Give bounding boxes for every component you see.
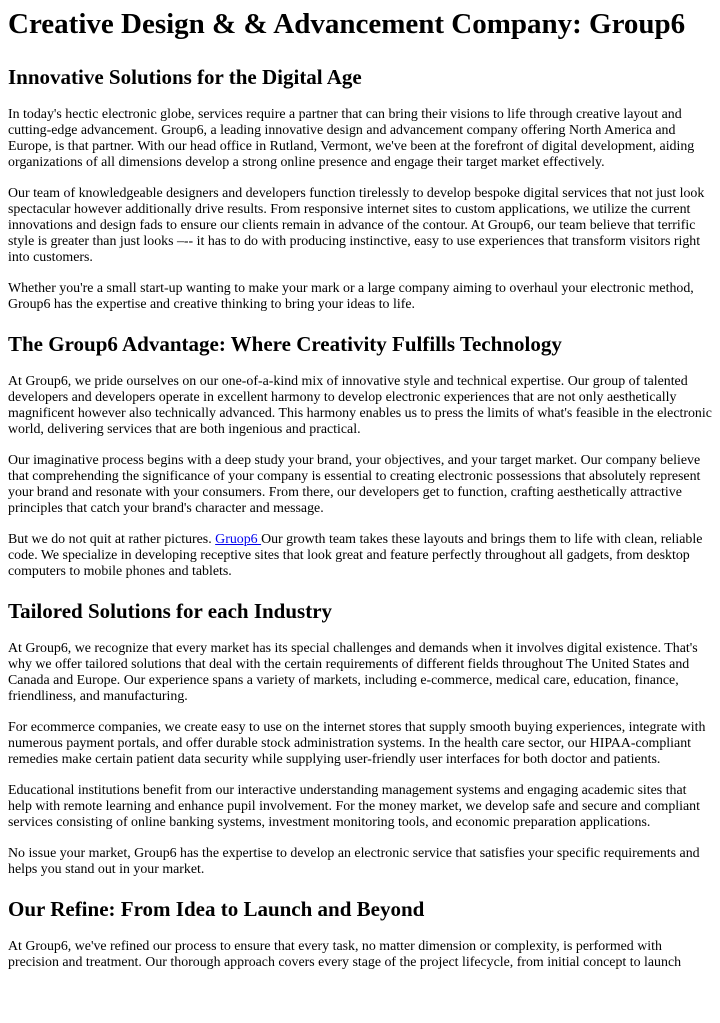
paragraph: In today's hectic electronic globe, services require a partner that can bring their visions to life through creative layout and cutting-edge advancement. Group6, a leading innovative design and advancement company offering North America and Europe, is that partner. With our head office in Rutland, Vermont, we've been at the forefront of digital development, aiding organizations of all dimensions develop a strong online presence and engage their target market effectively. (8, 107, 695, 170)
paragraph: Educational institutions benefit from our interactive understanding management systems and engaging academic sites that help with remote learning and enhance pupil involvement. For the money market, we develop safe and secure and compliant services consisting of online banking systems, investment monitoring tools, and economic preparation applications. (8, 783, 700, 830)
page-title: Creative Design & & Advancement Company: Group6 (8, 8, 686, 40)
gruop6-link[interactable]: Gruop6 (215, 532, 262, 547)
section-heading: The Group6 Advantage: Where Creativity Fulfills Technology (8, 332, 562, 356)
paragraph: Our team of knowledgeable designers and developers function tirelessly to develop bespoke digital services that not just look spectacular however additionally drive results. From responsive internet sites to custom applications, we utilize the current innovations and design fads to ensure our clients remain in advance of the contour. At Group6, our team believe that terrific style is greater than just looks –-- it has to do with producing instinctive, easy to use experiences that transform visitors right into customers. (8, 186, 705, 265)
paragraph: Whether you're a small start-up wanting to make your mark or a large company aiming to overhaul your electronic method, Group6 has the expertise and creative thinking to bring your ideas to life. (8, 281, 694, 312)
paragraph: No issue your market, Group6 has the expertise to develop an electronic service that satisfies your specific requirements and helps you stand out in your market. (8, 846, 700, 877)
section-heading: Our Refine: From Idea to Launch and Beyond (8, 897, 425, 921)
paragraph-with-link (8, 532, 712, 580)
paragraph-text: Our growth team takes these layouts and brings them to life with clean, reliable code. We specialize in developing receptive sites that look great and feature perfectly throughout all gadgets, from desktop computers to mobile phones and tablets. (8, 532, 703, 579)
paragraph-text: But we do not quit at rather pictures. (8, 532, 216, 547)
paragraph: For ecommerce companies, we create easy to use on the internet stores that supply smooth buying experiences, integrate with numerous payment portals, and offer durable stock administration systems. In the health care sector, our HIPAA-compliant remedies make certain patient data security while supplying user-friendly user interfaces for both doctor and patients. (8, 720, 706, 767)
paragraph: At Group6, we pride ourselves on our one-of-a-kind mix of innovative style and technical expertise. Our group of talented developers and developers operate in excellent harmony to develop electronic experiences that are not only aesthetically magnificent however also technically advanced. This harmony enables us to press the limits of what's feasible in the electronic world, delivering services that are both ingenious and practical. (8, 374, 712, 437)
section-heading: Innovative Solutions for the Digital Age (8, 65, 362, 89)
paragraph: Our imaginative process begins with a deep study your brand, your objectives, and your target market. Our company believe that comprehending the significance of your company is essential to creating electronic possessions that absolutely represent your brand and resonate with your consumers. From there, our developers get to function, crafting aesthetically attractive principles that catch your brand's character and message. (8, 453, 701, 516)
paragraph: At Group6, we recognize that every market has its special challenges and demands when it involves digital existence. That's why we offer tailored solutions that deal with the certain requirements of different fields throughout The United States and Canada and Europe. Our experience spans a variety of markets, including e-commerce, medical care, education, finance, friendliness, and manufacturing. (8, 641, 698, 704)
article (0, 6, 720, 971)
section-heading: Tailored Solutions for each Industry (8, 599, 333, 623)
paragraph: At Group6, we've refined our process to ensure that every task, no matter dimension or complexity, is performed with precision and treatment. Our thorough approach covers every stage of the project lifecycle, from initial concept to launch (8, 939, 682, 970)
